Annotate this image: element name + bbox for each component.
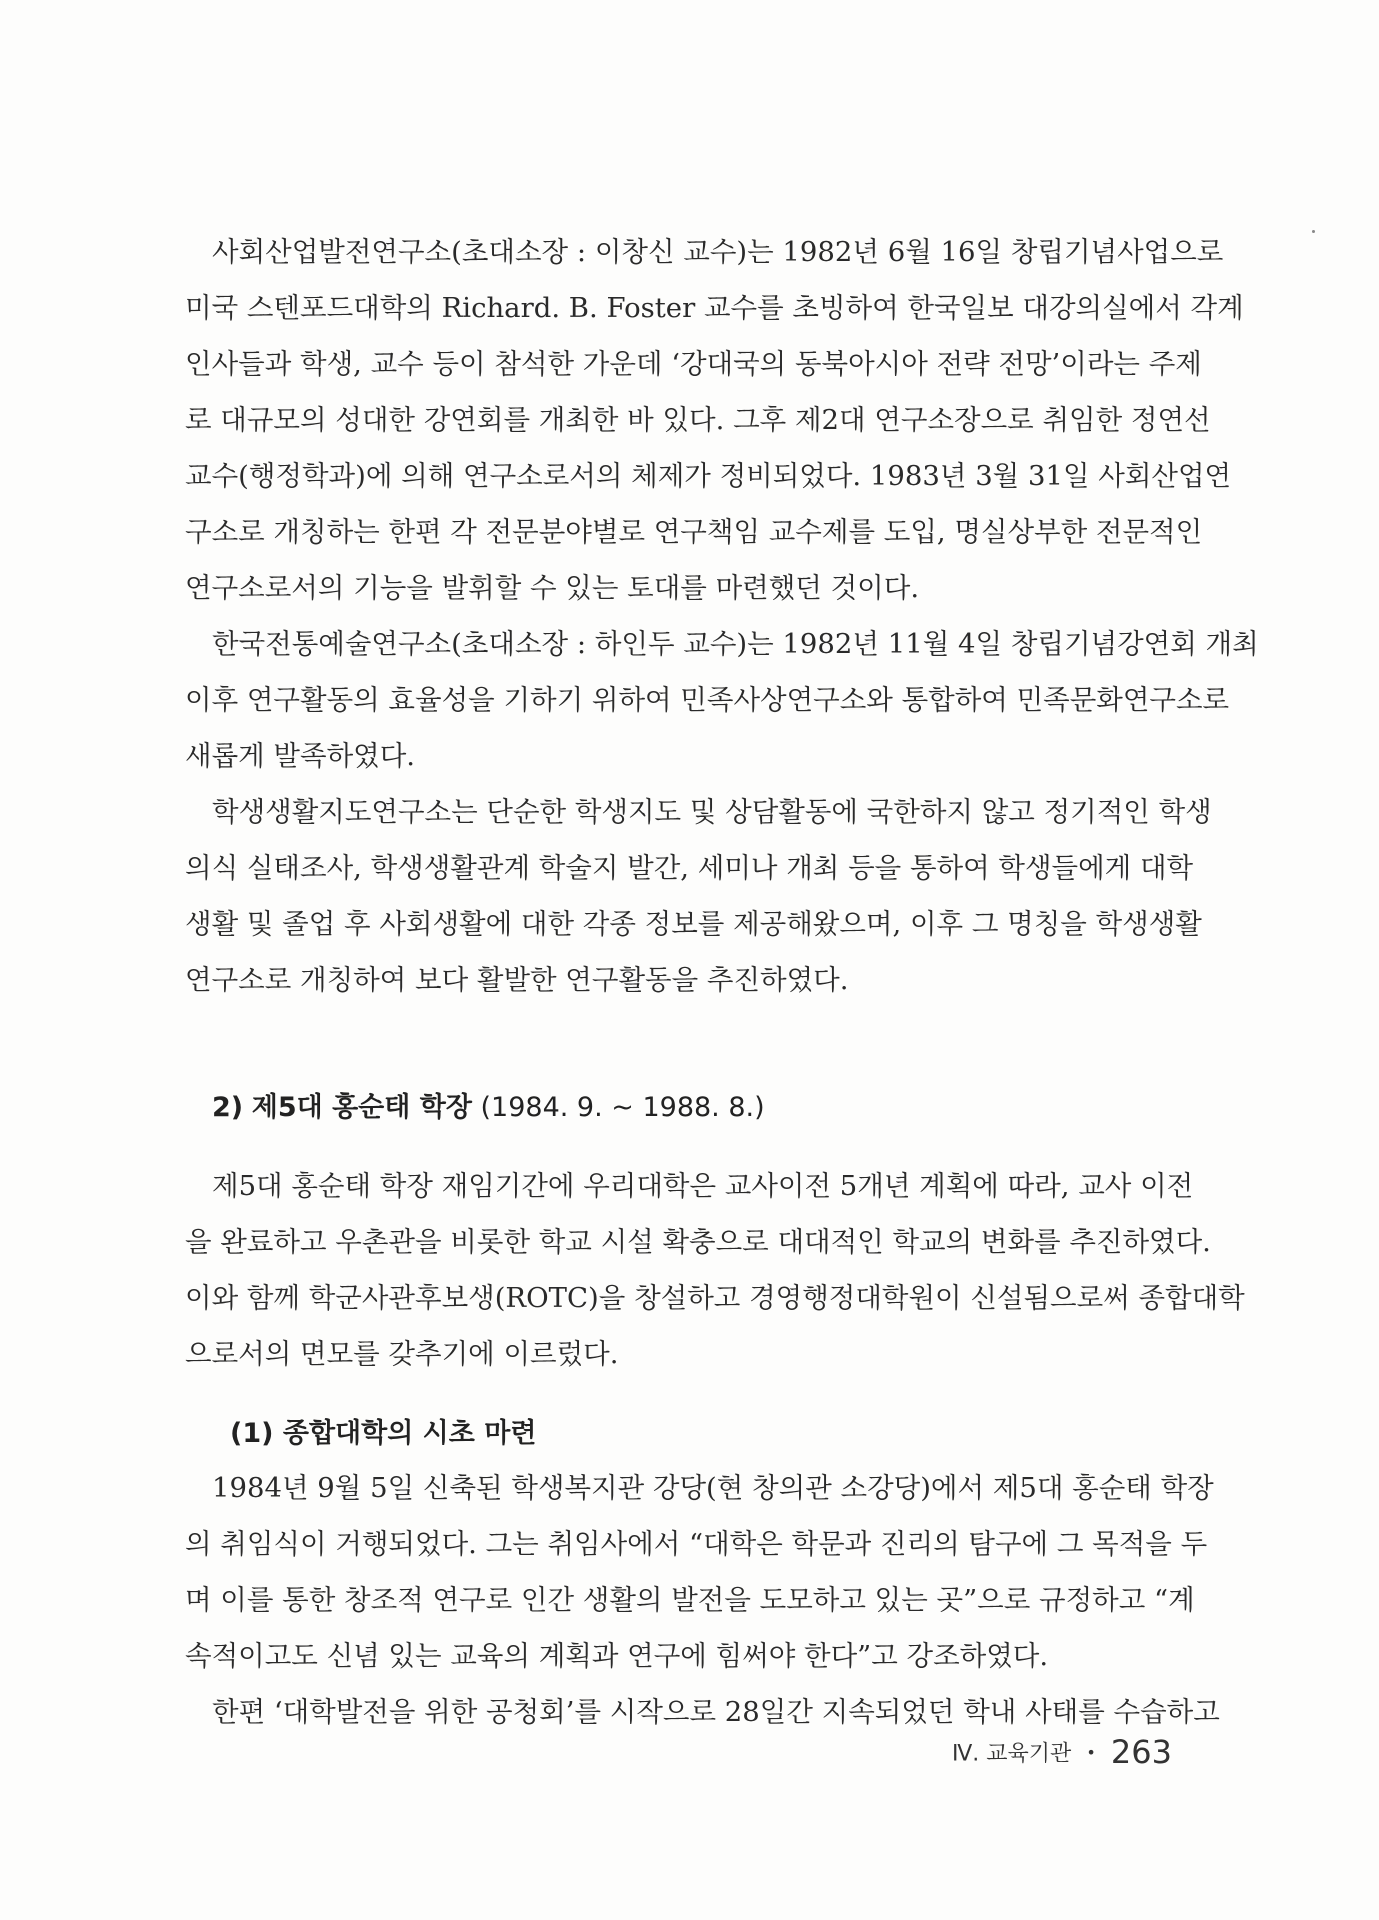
section-paragraph-line-3: 이와 함께 학군사관후보생(ROTC)을 창설하고 경영행정대학원이 신설됨으로써 종합대학 bbox=[185, 1282, 1245, 1314]
paragraph-1-line-1: 사회산업발전연구소(초대소장 : 이창신 교수)는 1982년 6월 16일 창립기념사업으로 bbox=[212, 236, 1224, 268]
subsection-paragraph-1-line-1: 1984년 9월 5일 신축된 학생복지관 강당(현 창의관 소강당)에서 제5대 홍순태 학장 bbox=[212, 1472, 1214, 1504]
page-footer bbox=[952, 1733, 1172, 1771]
chapter-label: Ⅳ. 교육기관 bbox=[951, 1741, 1072, 1767]
subsection-paragraph-1-line-4: 속적이고도 신념 있는 교육의 계획과 연구에 힘써야 한다”고 강조하였다. bbox=[185, 1640, 1049, 1672]
paragraph-3-line-3: 생활 및 졸업 후 사회생활에 대한 각종 정보를 제공해왔으며, 이후 그 명칭을 학생생활 bbox=[185, 908, 1202, 940]
paragraph-3-line-2: 의식 실태조사, 학생생활관계 학술지 발간, 세미나 개최 등을 통하여 학생들에게 대학 bbox=[185, 852, 1194, 884]
paragraph-2-line-2: 이후 연구활동의 효율성을 기하기 위하여 민족사상연구소와 통합하여 민족문화연구소로 bbox=[185, 684, 1230, 716]
paragraph-2-line-3: 새롭게 발족하였다. bbox=[185, 740, 416, 772]
paragraph-3-line-1: 학생생활지도연구소는 단순한 학생지도 및 상담활동에 국한하지 않고 정기적인 학생 bbox=[212, 796, 1212, 828]
section-number: 2) bbox=[212, 1092, 244, 1123]
subsection-heading: (1) 종합대학의 시초 마련 bbox=[230, 1418, 537, 1449]
footer-bullet: • bbox=[1086, 1742, 1096, 1762]
section-paragraph-line-4: 으로서의 면모를 갖추기에 이르렀다. bbox=[185, 1338, 619, 1370]
section-period: (1984. 9. ~ 1988. 8.) bbox=[480, 1092, 765, 1123]
paragraph-1-line-2: 미국 스텐포드대학의 Richard. B. Foster 교수를 초빙하여 한국일보 대강의실에서 각계 bbox=[185, 292, 1244, 324]
paragraph-1-line-3: 인사들과 학생, 교수 등이 참석한 가운데 ‘강대국의 동북아시아 전략 전망’이라는 주제 bbox=[185, 348, 1202, 380]
paragraph-1-line-6: 구소로 개칭하는 한편 각 전문분야별로 연구책임 교수제를 도입, 명실상부한 전문적인 bbox=[185, 516, 1203, 548]
subsection-paragraph-2-line-1: 한편 ‘대학발전을 위한 공청회’를 시작으로 28일간 지속되었던 학내 사태를 수습하고 bbox=[212, 1696, 1220, 1728]
section-paragraph-line-2: 을 완료하고 우촌관을 비롯한 학교 시설 확충으로 대대적인 학교의 변화를 추진하였다. bbox=[185, 1226, 1211, 1258]
paragraph-3-line-4: 연구소로 개칭하여 보다 활발한 연구활동을 추진하였다. bbox=[185, 964, 849, 996]
section-heading bbox=[212, 1088, 765, 1128]
section-title: 제5대 홍순태 학장 bbox=[251, 1092, 472, 1123]
page-number: 263 bbox=[1110, 1733, 1172, 1771]
subsection-paragraph-1-line-3: 며 이를 통한 창조적 연구로 인간 생활의 발전을 도모하고 있는 곳”으로 규정하고 “계 bbox=[185, 1584, 1195, 1616]
paragraph-1-line-5: 교수(행정학과)에 의해 연구소로서의 체제가 정비되었다. 1983년 3월 31일 사회산업연 bbox=[185, 460, 1232, 492]
scan-speck bbox=[1312, 230, 1315, 233]
paragraph-2-line-1: 한국전통예술연구소(초대소장 : 하인두 교수)는 1982년 11월 4일 창립기념강연회 개최 bbox=[212, 628, 1259, 660]
subsection-paragraph-1-line-2: 의 취임식이 거행되었다. 그는 취임사에서 “대학은 학문과 진리의 탐구에 그 목적을 두 bbox=[185, 1528, 1208, 1560]
paragraph-1-line-4: 로 대규모의 성대한 강연회를 개최한 바 있다. 그후 제2대 연구소장으로 취임한 정연선 bbox=[185, 404, 1211, 436]
section-paragraph-line-1: 제5대 홍순태 학장 재임기간에 우리대학은 교사이전 5개년 계획에 따라, 교사 이전 bbox=[212, 1170, 1194, 1202]
paragraph-1-line-7: 연구소로서의 기능을 발휘할 수 있는 토대를 마련했던 것이다. bbox=[185, 572, 920, 604]
